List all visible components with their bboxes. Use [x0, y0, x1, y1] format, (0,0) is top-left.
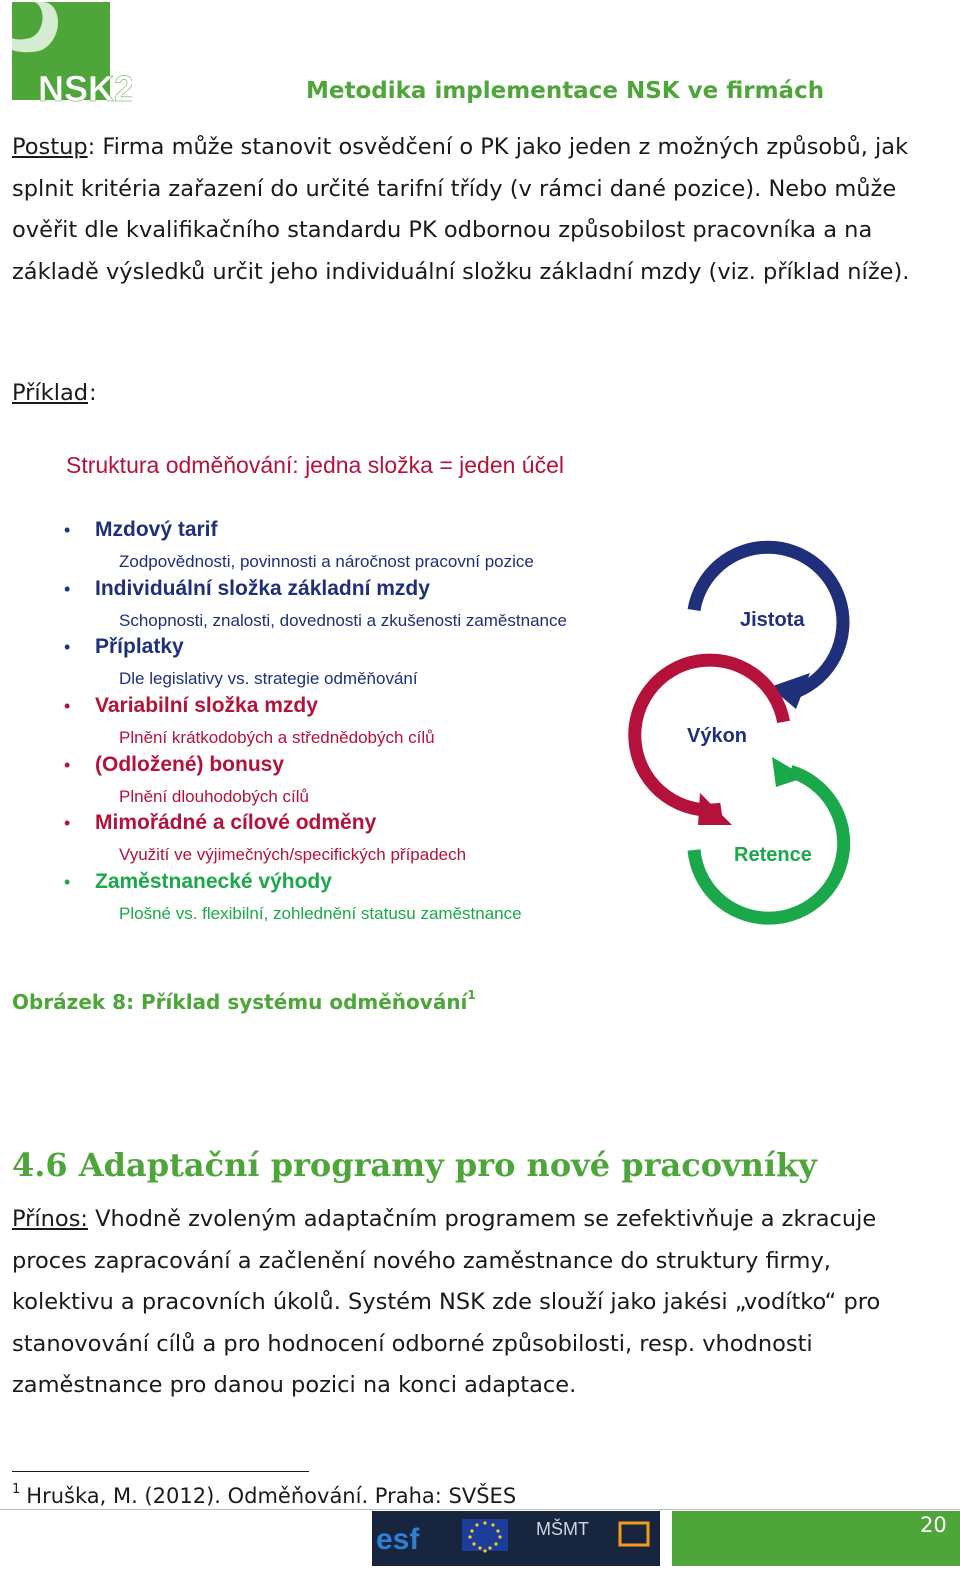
bullet: •: [64, 872, 71, 893]
nsk2-logo: [12, 2, 132, 102]
caption-footnote-ref[interactable]: 1: [467, 988, 476, 1002]
prinos-line: stanovování cílů a pro hodnocení odborné způsobilosti, resp. vhodnosti: [12, 1330, 813, 1357]
item-description: Plošné vs. flexibilní, zohlednění statusu zaměstnance: [119, 904, 522, 924]
caption-text: Obrázek 8: Příklad systému odměňování: [12, 990, 468, 1014]
example-label: Příklad: [12, 380, 89, 406]
footer-accent-bar: [672, 1511, 960, 1566]
prinos-line: kolektivu a pracovních úkolů. Systém NSK zde slouží jako jakési „vodítko“ pro: [12, 1289, 881, 1315]
page-number: 20: [920, 1513, 947, 1537]
bullet: •: [64, 637, 71, 658]
prinos-line: proces zapracování a začlenění nového zaměstnance do struktury firmy,: [12, 1247, 831, 1274]
postup-line: : Firma může stanovit osvědčení o PK jako jeden z možných způsobů, jak: [87, 134, 909, 160]
postup-line: základě výsledků určit jeho individuální složku základní mzdy (viz. příklad níže).: [12, 258, 910, 285]
vykon-arrowhead: [698, 793, 732, 825]
item-heading: Příplatky: [95, 635, 184, 659]
footnote-number: 1: [12, 1482, 21, 1497]
prinos-line: zaměstnance pro danou pozici na konci adaptace.: [12, 1372, 577, 1398]
header-title: Metodika implementace NSK ve firmách: [306, 78, 825, 104]
bullet: •: [64, 813, 71, 834]
footnote: [12, 1484, 516, 1508]
vykon-label: Výkon: [687, 725, 748, 747]
postup-label: Postup: [12, 134, 88, 160]
item-description: Plnění dlouhodobých cílů: [119, 786, 309, 806]
item-description: Dle legislativy vs. strategie odměňování: [119, 669, 418, 689]
footer-logo-strip: [372, 1511, 660, 1566]
item-description: Plnění krátkodobých a střednědobých cílů: [119, 728, 435, 748]
bullet: •: [64, 754, 71, 775]
msmt-logo: MŠMT: [536, 1519, 589, 1539]
retence-label: Retence: [734, 844, 812, 866]
item-description: Schopnosti, znalosti, dovednosti a zkušenosti zaměstnance: [119, 610, 567, 630]
figure-title: Struktura odměňování: jedna složka = jeden účel: [66, 452, 565, 478]
example-colon: :: [89, 380, 97, 406]
esf-logo: esf: [376, 1523, 420, 1556]
footnote-text: Hruška, M. (2012). Odměňování. Praha: SVŠES: [26, 1484, 517, 1508]
item-heading: Mimořádné a cílové odměny: [95, 811, 377, 835]
item-heading: Individuální složka základní mzdy: [95, 576, 430, 600]
jistota-label: Jistota: [740, 609, 805, 631]
bullet: •: [64, 578, 71, 599]
reward-cycle-diagram: [620, 525, 880, 945]
item-description: Využití ve výjimečných/specifických případech: [119, 845, 467, 865]
figure-caption: [12, 990, 476, 1014]
postup-line: ověřit dle kvalifikačního standardu PK odbornou způsobilost pracovníka a na: [12, 217, 873, 243]
section-heading: 4.6 Adaptační programy pro nové pracovníky: [12, 1146, 817, 1184]
item-heading: Variabilní složka mzdy: [95, 694, 318, 718]
logo-text: NSK2: [38, 68, 132, 102]
prinos-label: Přínos:: [12, 1206, 89, 1232]
item-heading: (Odložené) bonusy: [95, 752, 284, 776]
item-heading: Zaměstnanecké výhody: [95, 870, 332, 894]
postup-line: splnit kritéria zařazení do určité tarifní třídy (v rámci dané pozice). Nebo může: [12, 175, 897, 202]
bullet: •: [64, 696, 71, 717]
footer-divider: [0, 1509, 960, 1510]
prinos-paragraph: [12, 1199, 942, 1407]
prinos-line: Vhodně zvoleným adaptačním programem se zefektivňuje a zkracuje: [88, 1206, 877, 1232]
postup-paragraph: [12, 127, 942, 293]
item-description: Zodpovědnosti, povinnosti a náročnost pracovní pozice: [119, 552, 534, 571]
item-heading: Mzdový tarif: [95, 518, 218, 541]
bullet: •: [64, 520, 71, 540]
footnote-rule: [12, 1471, 309, 1472]
